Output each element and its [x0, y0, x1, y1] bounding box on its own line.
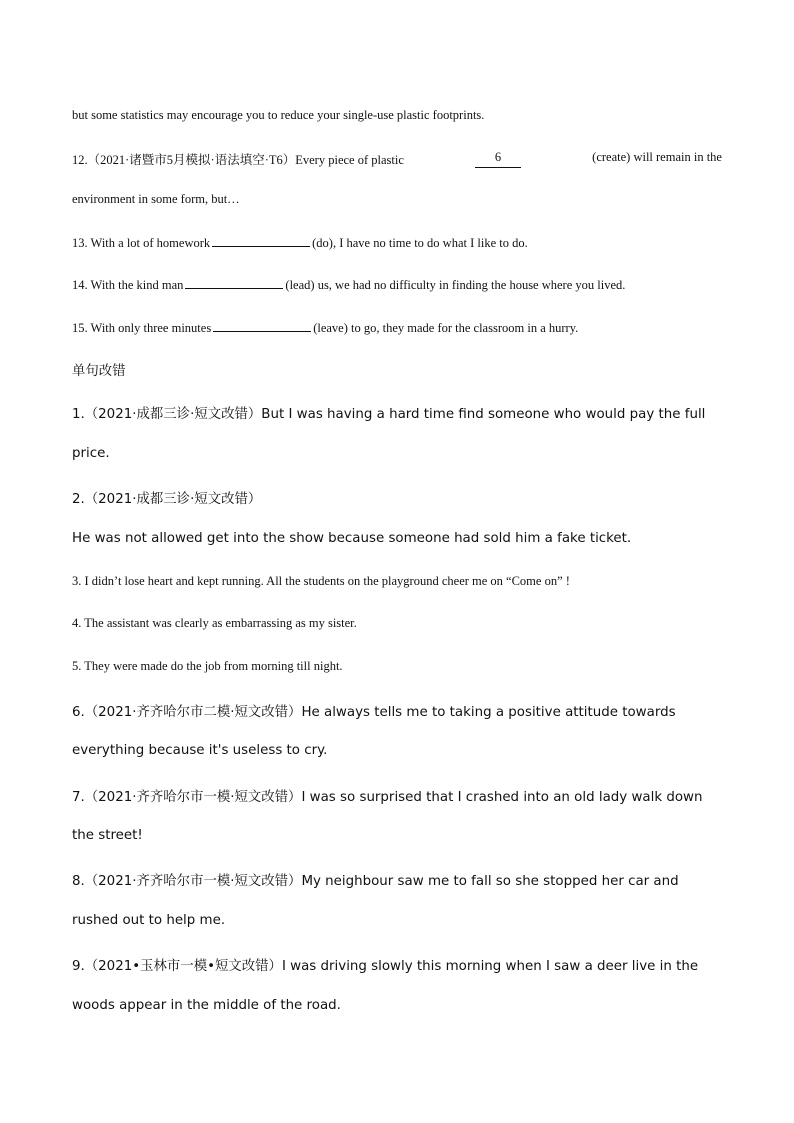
error-1-line-1: 1.（2021·成都三诊·短文改错）But I was having a hard time find someone who would pay the full [72, 407, 706, 422]
question-14-prefix: 14. With the kind man [72, 278, 184, 292]
error-8-line-1: 8.（2021·齐齐哈尔市一模·短文改错）My neighbour saw me to fall so she stopped her car and [72, 874, 679, 889]
error-8-line-2: rushed out to help me. [72, 913, 226, 928]
question-12 [72, 150, 722, 168]
error-9-line-1: 9.（2021•玉林市一模•短文改错）I was driving slowly this morning when I saw a deer live in the [72, 959, 699, 974]
question-13 [72, 235, 722, 251]
error-9-line-2: woods appear in the middle of the road. [72, 998, 341, 1013]
error-6-line-2: everything because it's useless to cry. [72, 743, 328, 758]
question-15-suffix: (leave) to go, they made for the classroom in a hurry. [313, 321, 579, 335]
question-14-blank[interactable] [185, 277, 283, 289]
question-15-blank[interactable] [213, 320, 311, 332]
question-12-continued: environment in some form, but… [72, 192, 240, 206]
question-12-answer: 6 [475, 150, 521, 168]
question-15 [72, 320, 722, 336]
error-6-line-1: 6.（2021·齐齐哈尔市二模·短文改错）He always tells me to taking a positive attitude towards [72, 705, 676, 720]
question-13-prefix: 13. With a lot of homework [72, 236, 211, 250]
question-12-hint: (create) will remain in the [592, 150, 722, 164]
error-3: 3. I didn’t lose heart and kept running. All the students on the playground cheer me on “Come on” ! [72, 574, 570, 588]
question-12-prefix: 12.（2021·诸暨市5月模拟·语法填空·T6）Every piece of plastic [72, 153, 404, 167]
question-13-blank[interactable] [212, 235, 310, 247]
question-15-prefix: 15. With only three minutes [72, 321, 212, 335]
error-2-line-1: 2.（2021·成都三诊·短文改错） [72, 492, 262, 507]
text-line-1: but some statistics may encourage you to reduce your single-use plastic footprints. [72, 108, 485, 122]
error-7-line-2: the street! [72, 828, 143, 843]
error-1-line-2: price. [72, 446, 110, 461]
error-2-line-2: He was not allowed get into the show because someone had sold him a fake ticket. [72, 531, 632, 546]
error-4: 4. The assistant was clearly as embarrassing as my sister. [72, 616, 357, 630]
error-7-line-1: 7.（2021·齐齐哈尔市一模·短文改错）I was so surprised that I crashed into an old lady walk down [72, 790, 703, 805]
error-5: 5. They were made do the job from morning till night. [72, 659, 343, 673]
section-title: 单句改错 [72, 364, 126, 379]
question-14 [72, 277, 722, 293]
question-13-suffix: (do), I have no time to do what I like to do. [312, 236, 528, 250]
question-14-suffix: (lead) us, we had no difficulty in finding the house where you lived. [285, 278, 626, 292]
